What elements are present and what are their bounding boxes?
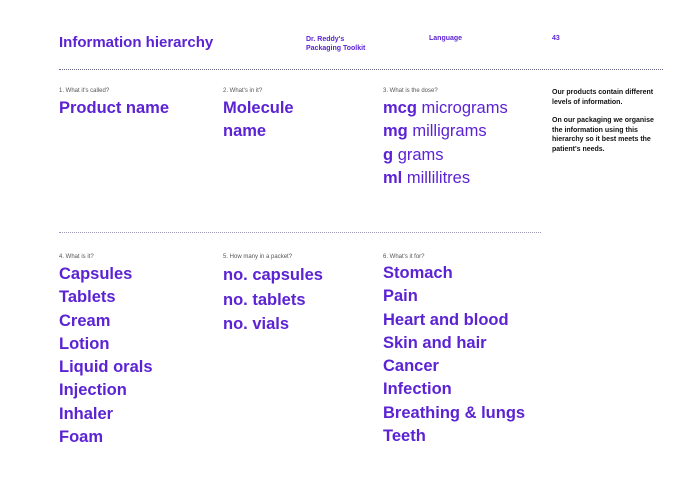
column-molecule-name [223, 88, 294, 144]
question-label: 3. What is the dose? [383, 88, 438, 94]
column-value-line-2: name [223, 122, 267, 141]
question-label: 4. What is it? [59, 254, 94, 260]
form-list [59, 263, 153, 449]
list-item: Infection [383, 380, 452, 399]
side-note [552, 88, 662, 163]
quantity-list [223, 263, 323, 337]
note-paragraph-2: On our packaging we organise the information using this hierarchy so it best meets the patient's needs. [552, 117, 654, 153]
list-item: Capsules [59, 265, 133, 283]
page-title: Information hierarchy [59, 34, 214, 51]
dose-units-list [383, 97, 508, 190]
column-what-for [383, 254, 525, 448]
list-item: Injection [59, 381, 127, 400]
section-name: Language [429, 35, 463, 42]
column-what-is-it [59, 254, 153, 449]
toolkit-line-2: Packaging Toolkit [306, 45, 366, 52]
question-label: 1. What it's called? [59, 88, 110, 94]
column-product-name [59, 88, 169, 120]
list-item: no. tablets [223, 290, 306, 309]
indication-list [383, 262, 525, 448]
unit-item [383, 97, 508, 120]
list-item: Lotion [59, 334, 110, 353]
page-number: 43 [552, 35, 560, 42]
column-value: Product name [59, 99, 170, 117]
question-label: 5. How many in a packet? [223, 254, 293, 260]
unit-abbr: mg [383, 122, 408, 141]
list-item: Cream [59, 311, 111, 330]
top-divider [59, 69, 663, 70]
unit-word: millilitres [406, 168, 471, 187]
list-item: Heart and blood [383, 310, 509, 329]
list-item: Cancer [383, 357, 439, 376]
unit-word: milligrams [412, 122, 487, 141]
question-label: 6. What's it for? [383, 254, 425, 260]
unit-abbr: ml [383, 168, 403, 187]
list-item: Tablets [59, 288, 116, 307]
unit-abbr: mcg [383, 99, 417, 117]
toolkit-name [306, 35, 365, 53]
list-item: Liquid orals [59, 358, 153, 377]
list-item: Inhaler [59, 404, 114, 423]
list-item: Pain [383, 287, 418, 306]
column-value-line-1: Molecule [223, 99, 294, 117]
column-value [223, 97, 294, 144]
list-item: Teeth [383, 427, 426, 446]
middle-divider [59, 232, 541, 233]
unit-item [383, 167, 508, 190]
list-item: no. capsules [223, 266, 323, 284]
unit-item [383, 144, 508, 167]
column-how-many [223, 254, 323, 337]
unit-abbr: g [383, 145, 394, 164]
list-item: Stomach [383, 264, 453, 282]
toolkit-line-1: Dr. Reddy's [306, 36, 345, 43]
list-item: Breathing & lungs [383, 403, 526, 422]
unit-word: grams [397, 145, 444, 164]
question-label: 2. What's in it? [223, 88, 263, 94]
column-dose [383, 88, 508, 190]
unit-item [383, 120, 508, 143]
list-item: Foam [59, 428, 104, 447]
list-item: Skin and hair [383, 333, 487, 352]
unit-word: micrograms [421, 99, 508, 117]
list-item: no. vials [223, 315, 290, 333]
note-paragraph-1: Our products contain different levels of information. [552, 89, 654, 106]
